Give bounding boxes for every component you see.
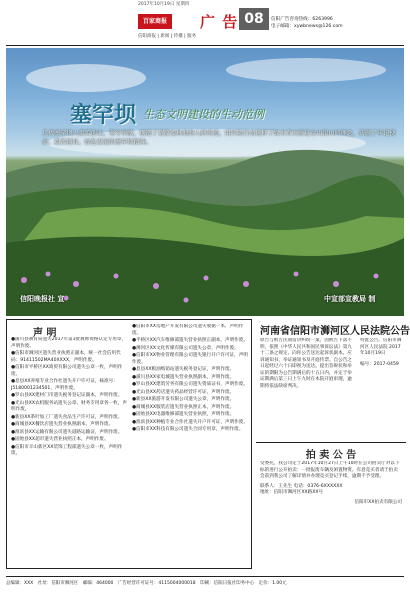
court-notice-heading: 河南省信阳市浉河区人民法院公告 [260, 326, 410, 337]
notice-item: ●光山县XX农机服务站遗失公章、财务专用章各一枚，声明作废。 [11, 400, 127, 412]
page-footer [6, 576, 404, 589]
notice-item: ●平桥区XX汽车维修部遗失营业执照正副本，声明作废。 [132, 338, 248, 343]
court-notice-ref: 编号：2017-0459 [360, 361, 399, 367]
notice-item: ●信阳市XX房地产开发有限公司遗失收据一本，声明作废。 [132, 324, 244, 336]
page-number: 08 [239, 8, 269, 30]
notice-item: ●淮滨县XX种植专业合作社遗失开户许可证，声明作废。 [132, 419, 248, 425]
notice-item: ●罗山县XX建材门市遗失税务登记证副本，声明作废。 [11, 393, 123, 398]
credit-publisher: 信阳晚报社 宣 [20, 295, 65, 303]
notice-item: ●信阳市浉河区遗失营业执照正副本，统一社会信用代码：91411502MA40XXXX，声明作废。 [11, 351, 121, 363]
notice-item: ●罗山县XX建筑劳务有限公司遗失资质证书，声明作废。 [132, 382, 248, 387]
footer-imprint: 总编辑：XXX 社址：信阳市浉河区 邮编：464000 广告经营许可证号：4115004000018 印刷：信阳日报社印务中心 定价：1.00元 [6, 581, 287, 586]
notice-item: ●信阳市XX科技有限公司遗失合同专用章，声明作废。 [132, 427, 244, 432]
auction-body: 受委托，我公司定于2017年10月27日上午10时在公司拍卖厅对以下标的进行公开拍卖：一批报废车辆及闲置物资。有意竞买者请于拍卖会前到我公司了解详情并办理竞买登记手续，逾期不予受理。 [260, 461, 400, 479]
feature-photo [6, 48, 404, 316]
notices-heading: 声 明 [33, 328, 57, 339]
notice-item: ●新县XX旅游开发有限公司遗失公章，声明作废。 [132, 397, 235, 402]
notice-item: ●信阳市平桥区XX商贸有限公司遗失公章一枚，声明作废。 [11, 365, 123, 377]
notice-item: ●固始县XX电器维修部遗失营业执照，声明作废。 [132, 412, 235, 417]
court-notice-signature: 特此公告。信阳市浉河区人民法院 2017年10月19日 [360, 338, 402, 356]
auction-notice [256, 442, 406, 569]
notices-column-2 [132, 324, 249, 565]
notice-item: ●商城县XX服装店遗失营业执照正本，声明作废。 [132, 404, 235, 410]
notice-item: ●息县XX养殖专业合作社遗失开户许可证，核准号：J5180001234501，声明作废。 [11, 379, 118, 391]
notice-item: ●商城县XX餐饮店遗失营业执照副本，声明作废。 [11, 422, 114, 427]
hotline-email: 电子邮箱：xywbnews@126.com [271, 24, 343, 29]
cloud [26, 64, 146, 92]
feature-intro: 几代塞罕坝人艰苦创业，坚守奉献，创造了荒原变林海的人间奇迹，用实际行动诠释了绿水青山就是金山银山的理念，铸就了牢记使命、艰苦创业、绿色发展的塞罕坝精神。 [42, 130, 396, 146]
feature-title: 塞罕坝 [70, 102, 137, 128]
auction-body-wrap [260, 461, 402, 567]
notices-column-1 [11, 337, 128, 565]
notice-item: ●信阳市XX物业管理有限公司遗失银行开户许可证，声明作废。 [132, 353, 248, 365]
notices-box [6, 319, 252, 569]
landscape-illustration [6, 48, 404, 316]
notice-item: ●浉河区XX文化传媒有限公司遗失公章，声明作废。 [132, 345, 239, 351]
newspaper-logo: 百家商报 [138, 14, 172, 29]
section-title: 广 告 [200, 13, 239, 31]
credit-producer: 中宣部宣教局 制 [324, 295, 376, 303]
notice-item: ●潢川县XX家电城遗失营业执照副本，声明作废。 [132, 374, 235, 380]
auction-address: 地址：信阳市浉河区XX路XX号 [260, 490, 324, 495]
court-notice-sidebar [360, 338, 404, 438]
feature-subtitle: 生态文明建设的生动范例 [143, 108, 264, 121]
court-notice [256, 322, 410, 440]
ad-hotline [271, 16, 343, 30]
auction-heading: 拍 卖 公 告 [305, 450, 357, 461]
notice-item: ●潢川县教育局遗失2017年第1批教师资格认定专用章，声明作废。 [11, 337, 127, 349]
notice-item: ●息县XX粮油购销站遗失税务登记证，声明作废。 [132, 367, 235, 372]
tagline: 信阳商报 | 新闻 | 传播 | 服务 [138, 34, 197, 39]
cloud [226, 58, 386, 82]
masthead [0, 0, 410, 46]
notice-item: ●固始县XX超市遗失营业执照正本，声明作废。 [11, 437, 109, 442]
court-notice-body: 原告与被告民间借贷纠纷一案，因被告下落不明，依照《中华人民共和国民事诉讼法》第九十二条之规定，向你公告送达起诉状副本、应诉通知书、举证通知书及开庭传票。自公告之日起经过六十日即视为送达。提出答辩状和举证的期限为公告期满后的十五日内，并定于举证期满后第三日上午九时在本院开庭审理，逾期将依法缺席判决。 [260, 338, 352, 389]
notice-item: ●新县XX茶叶加工厂遗失食品生产许可证，声明作废。 [11, 414, 123, 420]
auction-contact: 联系人：王先生 电话：0376-6XXXXXX [260, 483, 343, 489]
hotline-phone: 信阳广告咨询热线：6263996 [271, 17, 333, 22]
auction-company: 信阳市XX拍卖有限公司 [354, 499, 402, 505]
notice-item: ●光山县XX药店遗失药品经营许可证，声明作废。 [132, 389, 235, 395]
header-rule [6, 45, 404, 46]
notice-item: ●信阳市羊山新区XX装饰工程部遗失公章一枚，声明作废。 [11, 444, 123, 456]
issue-date: 2017年10月19日 星期四 [138, 2, 190, 7]
notice-item: ●淮滨县XX运输有限公司遗失道路运输证，声明作废。 [11, 429, 123, 435]
